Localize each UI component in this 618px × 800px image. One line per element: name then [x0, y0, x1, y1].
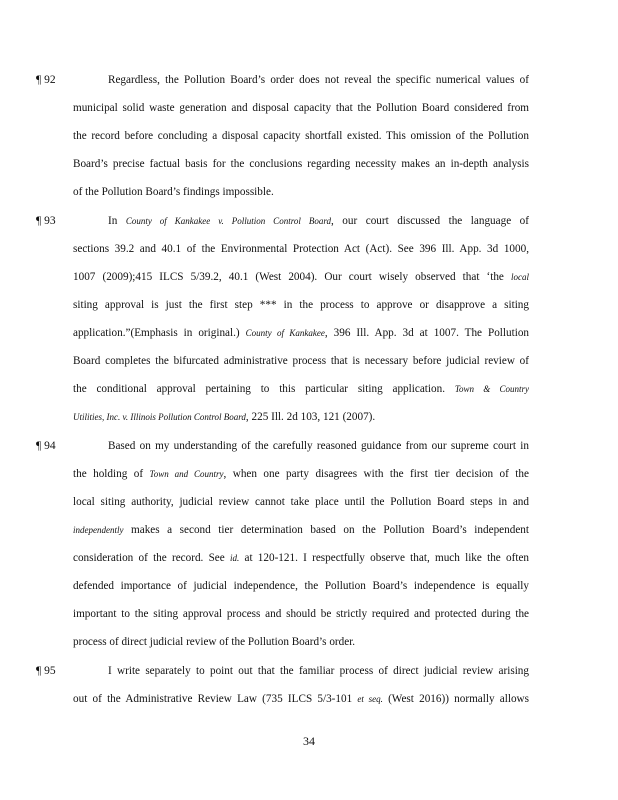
- case-citation: et seq.: [357, 694, 383, 704]
- case-citation: local: [511, 272, 529, 282]
- text-segment: application.”(Emphasis in original.): [73, 327, 246, 339]
- paragraph-line: [73, 382, 529, 396]
- paragraph-number: ¶ 95: [36, 665, 56, 677]
- paragraph-line: [73, 551, 529, 565]
- paragraph-line: municipal solid waste generation and disposal capacity that the Pollution Board considered from: [73, 102, 529, 114]
- paragraph-line: siting approval is just the first step *** in the process to approve or disapprove a siting: [73, 299, 529, 311]
- text-segment: 1007 (2009);415 ILCS 5/39.2, 40.1 (West 2004). Our court wisely observed that ‘the: [73, 271, 511, 283]
- text-segment: out of the Administrative Review Law (735 ILCS 5/3-101: [73, 693, 358, 705]
- text-segment: (West 2016)) normally allows: [382, 693, 529, 705]
- paragraph-line: [73, 326, 529, 340]
- case-citation: Town and Country: [149, 469, 224, 479]
- paragraph-line: Regardless, the Pollution Board’s order does not reveal the specific numerical values of: [108, 74, 529, 86]
- text-segment: at 120-121. I respectfully observe that, much like the often: [239, 552, 529, 564]
- paragraph-line: local siting authority, judicial review cannot take place until the Pollution Board steps in and: [73, 496, 529, 508]
- case-citation: independently: [73, 525, 124, 535]
- paragraph-number: ¶ 92: [36, 74, 56, 86]
- text-segment: makes a second tier determination based on the Pollution Board’s independent: [123, 524, 529, 536]
- text-segment: the conditional approval pertaining to this particular siting application.: [73, 383, 455, 395]
- paragraph-line: [73, 523, 529, 537]
- text-segment: , when one party disagrees with the first tier decision of the: [223, 468, 529, 480]
- paragraph-line: important to the siting approval process and should be strictly required and protected during the: [73, 608, 529, 620]
- case-citation: County of Kankakee v. Pollution Control Board: [125, 216, 331, 226]
- paragraph-line: the record before concluding a disposal capacity shortfall existed. This omission of the Pollution: [73, 130, 529, 142]
- paragraph-line: [108, 214, 529, 228]
- text-segment: , 225 Ill. 2d 103, 121 (2007).: [245, 411, 376, 423]
- case-citation: id.: [229, 553, 240, 563]
- paragraph-line: Board’s precise factual basis for the conclusions regarding necessity makes an in-depth analysis: [73, 158, 529, 170]
- text-segment: consideration of the record. See: [73, 552, 230, 564]
- paragraph-number: ¶ 93: [36, 215, 56, 227]
- paragraph-line: process of direct judicial review of the Pollution Board’s order.: [73, 636, 356, 648]
- page-number: 34: [303, 734, 315, 748]
- paragraph-line: [73, 692, 529, 706]
- paragraph-line: of the Pollution Board’s findings impossible.: [73, 186, 274, 198]
- text-segment: the holding of: [73, 468, 150, 480]
- case-citation: Utilities, Inc. v. Illinois Pollution Control Board: [73, 412, 246, 422]
- paragraph-line: sections 39.2 and 40.1 of the Environmental Protection Act (Act). See 396 Ill. App. 3d 1000,: [73, 243, 529, 255]
- case-citation: County of Kankakee: [245, 328, 325, 338]
- paragraph-line: Based on my understanding of the carefully reasoned guidance from our supreme court in: [108, 440, 529, 452]
- paragraph-line: Board completes the bifurcated administrative process that is necessary before judicial review of: [73, 355, 529, 367]
- text-segment: , 396 Ill. App. 3d at 1007. The Pollution: [324, 327, 530, 339]
- paragraph-number: ¶ 94: [36, 440, 56, 452]
- text-segment: In: [108, 215, 126, 227]
- text-segment: , our court discussed the language of: [331, 215, 529, 227]
- paragraph-line: [73, 467, 529, 481]
- paragraph-line: defended importance of judicial independence, the Pollution Board’s independence is equally: [73, 580, 529, 592]
- paragraph-line: [73, 270, 529, 284]
- paragraph-line: I write separately to point out that the familiar process of direct judicial review arising: [108, 665, 529, 677]
- case-citation: Town & Country: [454, 384, 530, 394]
- paragraph-line: [73, 410, 529, 424]
